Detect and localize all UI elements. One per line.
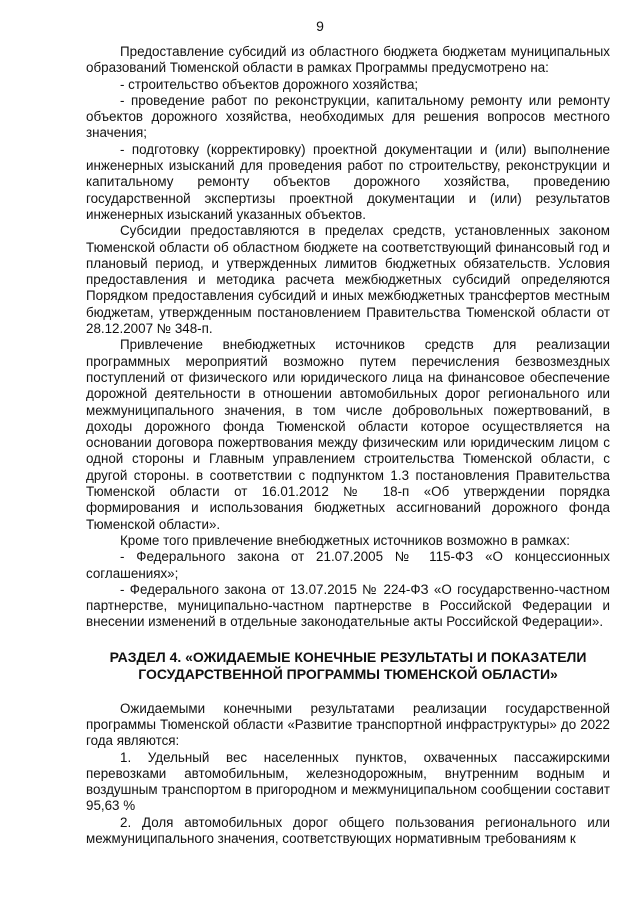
paragraph: - Федерального закона от 21.07.2005 № 115-ФЗ «О концессионных соглашениях»; bbox=[86, 549, 610, 581]
paragraph: Привлечение внебюджетных источников средств для реализации программных мероприятий возможно путем перечисления безвозмездных поступлений от физического или юридического лица на финансовое обеспечение дорожной деятельности в отношении автомобильных дорог регионального или межмуниципального значения, в том числе добровольных пожертвований, в доходы дорожного фонда Тюменской области которое осуществляется на основании договора пожертвования между физическим или юридическим лицом с одной стороны и Главным управлением строительства Тюменской области, с другой стороны. в соответствии с подпунктом 1.3 постановления Правительства Тюменской области от 16.01.2012 № 18-п «Об утверждении порядка формирования и использования бюджетных ассигнований дорожного фонда Тюменской области». bbox=[86, 337, 610, 532]
paragraph: Ожидаемыми конечными результатами реализации государственной программы Тюменской области «Развитие транспортной инфраструктуры» до 2022 года являются: bbox=[86, 700, 610, 749]
paragraph: - проведение работ по реконструкции, капитальному ремонту или ремонту объектов дорожного хозяйства, необходимых для решения вопросов местного значения; bbox=[86, 92, 610, 141]
paragraph: - подготовку (корректировку) проектной документации и (или) выполнение инженерных изысканий для проведения работ по строительству, реконструкции и капитальному ремонту объектов дорожного хозяйства, проведению государственной экспертизы проектной документации и (или) результатов инженерных изысканий указанных объектов. bbox=[86, 141, 610, 222]
paragraph: - Федерального закона от 13.07.2015 № 224-ФЗ «О государственно-частном партнерстве, муниципально-частном партнерстве в Российской Федерации и внесении изменений в отдельные законодательные акты Российской Федерации». bbox=[86, 581, 610, 630]
paragraph: Кроме того привлечение внебюджетных источников возможно в рамках: bbox=[120, 532, 570, 548]
section-text-before bbox=[86, 44, 610, 631]
paragraph: 1. Удельный вес населенных пунктов, охваченных пассажирскими перевозками автомобильным, железнодорожным, внутренним водным и воздушным транспортом в пригородном и межмуниципальном сообщении составит 95,63 % bbox=[86, 749, 610, 814]
document-body bbox=[86, 44, 610, 847]
page-number: 9 bbox=[316, 18, 324, 34]
section-text-after bbox=[86, 701, 610, 848]
paragraph: Предоставление субсидий из областного бюджета бюджетам муниципальных образований Тюменской области в рамках Программы предусмотрено на: bbox=[86, 44, 610, 76]
paragraph: - строительство объектов дорожного хозяйства; bbox=[120, 76, 419, 92]
paragraph: Субсидии предоставляются в пределах средств, установленных законом Тюменской области об областном бюджете на соответствующий финансовый год и плановый период, и утвержденных лимитов бюджетных обязательств. Условия предоставления и методика расчета межбюджетных субсидий определяются Порядком предоставления субсидий и иных межбюджетных трансфертов местным бюджетам, утвержденным постановлением Правительства Тюменской области от 28.12.2007 № 348-п. bbox=[86, 223, 610, 337]
paragraph: 2. Доля автомобильных дорог общего пользования регионального или межмуниципального значения, соответствующих нормативным требованиям к bbox=[86, 814, 610, 847]
section-heading: РАЗДЕЛ 4. «ОЖИДАЕМЫЕ КОНЕЧНЫЕ РЕЗУЛЬТАТЫ И ПОКАЗАТЕЛИ ГОСУДАРСТВЕННОЙ ПРОГРАММЫ ТЮМЕНСКОЙ ОБЛАСТИ» bbox=[109, 648, 587, 682]
